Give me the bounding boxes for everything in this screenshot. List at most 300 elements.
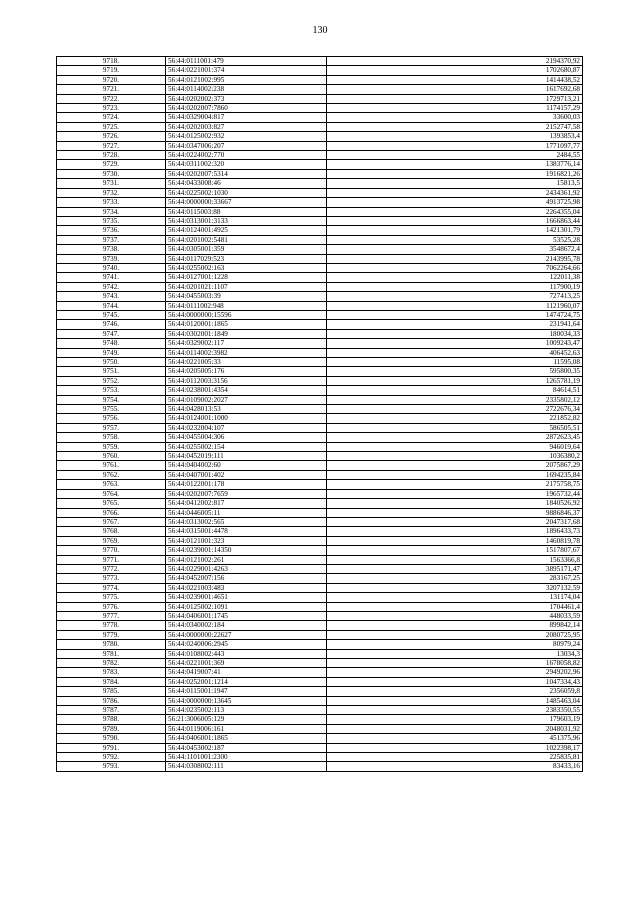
row-number-cell: 9737. [57,235,166,244]
row-number-cell: 9734. [57,207,166,216]
cadastral-number-cell: 56:44:0000000:13645 [166,696,327,705]
cadastral-value-cell: 1474724,75 [327,310,583,319]
row-number-cell: 9756. [57,414,166,423]
table-row [57,226,583,235]
cadastral-number-cell: 56:44:0302001:1849 [166,329,327,338]
row-number-cell: 9781. [57,649,166,658]
cadastral-value-cell: 1121960,07 [327,301,583,310]
table-row [57,743,583,752]
table-row [57,245,583,254]
cadastral-value-cell: 1022398,17 [327,743,583,752]
cadastral-number-cell: 56:44:0406001:1745 [166,611,327,620]
cadastral-value-cell: 1666863,44 [327,216,583,225]
table-row [57,141,583,150]
table-row [57,762,583,771]
cadastral-number-cell: 56:44:0000000:15596 [166,310,327,319]
table-row [57,555,583,564]
cadastral-number-cell: 56:44:0229001:4263 [166,564,327,573]
cadastral-number-cell: 56:44:0313001:3133 [166,216,327,225]
cadastral-number-cell: 56:44:0412002:817 [166,499,327,508]
row-number-cell: 9755. [57,405,166,414]
cadastral-number-cell: 56:44:0114002:238 [166,85,327,94]
table-row [57,452,583,461]
table-row [57,753,583,762]
cadastral-value-cell: 1393853,4 [327,132,583,141]
table-row [57,188,583,197]
table-row [57,292,583,301]
row-number-cell: 9792. [57,753,166,762]
table-row [57,301,583,310]
table-row [57,376,583,385]
table-row [57,621,583,630]
cadastral-number-cell: 56:44:0311002:320 [166,160,327,169]
row-number-cell: 9768. [57,527,166,536]
cadastral-value-cell: 9886846,37 [327,508,583,517]
table-row [57,57,583,66]
cadastral-number-cell: 56:44:0240006:2945 [166,640,327,649]
cadastral-number-cell: 56:44:0452019:111 [166,452,327,461]
cadastral-number-cell: 56:44:0124001:1000 [166,414,327,423]
cadastral-value-cell: 53525,28 [327,235,583,244]
table-row [57,329,583,338]
cadastral-value-cell: 2194370,92 [327,57,583,66]
table-row [57,395,583,404]
cadastral-value-cell: 83433,16 [327,762,583,771]
cadastral-number-cell: 56:44:0111001:479 [166,57,327,66]
row-number-cell: 9729. [57,160,166,169]
row-number-cell: 9725. [57,122,166,131]
cadastral-number-cell: 56:44:0121002:995 [166,75,327,84]
cadastral-value-cell: 7062264,66 [327,263,583,272]
cadastral-value-cell: 1771097,77 [327,141,583,150]
cadastral-value-cell: 2434361,92 [327,188,583,197]
row-number-cell: 9720. [57,75,166,84]
cadastral-number-cell: 56:44:0221003:483 [166,583,327,592]
row-number-cell: 9769. [57,536,166,545]
table-row [57,536,583,545]
table-row [57,358,583,367]
cadastral-value-cell: 946019,64 [327,442,583,451]
table-row [57,273,583,282]
row-number-cell: 9770. [57,546,166,555]
cadastral-number-cell: 56:44:0202007:7860 [166,104,327,113]
table-row [57,207,583,216]
table-row [57,113,583,122]
row-number-cell: 9761. [57,461,166,470]
cadastral-number-cell: 56:44:0239001:4651 [166,593,327,602]
row-number-cell: 9730. [57,169,166,178]
cadastral-value-cell: 2949202,96 [327,668,583,677]
cadastral-value-cell: 2335802,12 [327,395,583,404]
table-row [57,423,583,432]
table-row [57,66,583,75]
cadastral-value-cell: 33600,03 [327,113,583,122]
row-number-cell: 9778. [57,621,166,630]
cadastral-value-cell: 1383776,14 [327,160,583,169]
cadastral-value-cell: 899842,14 [327,621,583,630]
cadastral-value-cell: 2722676,34 [327,405,583,414]
table-row [57,216,583,225]
cadastral-number-cell: 56:44:0221001:374 [166,66,327,75]
row-number-cell: 9762. [57,470,166,479]
row-number-cell: 9763. [57,480,166,489]
cadastral-number-cell: 56:44:0238001:4354 [166,386,327,395]
cadastral-value-cell: 1414438,52 [327,75,583,84]
cadastral-number-cell: 56:44:0112003:3156 [166,376,327,385]
table-row [57,104,583,113]
cadastral-number-cell: 56:44:0125002:932 [166,132,327,141]
cadastral-value-cell: 1704461,4 [327,602,583,611]
table-row [57,611,583,620]
cadastral-value-cell: 2872623,45 [327,433,583,442]
cadastral-number-cell: 56:44:0125002:1091 [166,602,327,611]
cadastral-number-cell: 56:44:0446005:11 [166,508,327,517]
cadastral-number-cell: 56:44:0340002:184 [166,621,327,630]
cadastral-value-cell: 2356059,8 [327,687,583,696]
row-number-cell: 9742. [57,282,166,291]
cadastral-number-cell: 56:44:0120001:1865 [166,320,327,329]
cadastral-number-cell: 56:44:0225002:1030 [166,188,327,197]
cadastral-value-cell: 11595,08 [327,358,583,367]
table-row [57,179,583,188]
cadastral-number-cell: 56:44:0202002:373 [166,94,327,103]
cadastral-number-cell: 56:44:0205005:176 [166,367,327,376]
cadastral-number-cell: 56:21:3006005:129 [166,715,327,724]
table-body [57,57,583,772]
row-number-cell: 9791. [57,743,166,752]
cadastral-number-cell: 56:44:0115001:1947 [166,687,327,696]
cadastral-value-table [56,56,583,772]
cadastral-number-cell: 56:44:0305001:359 [166,245,327,254]
table-row [57,687,583,696]
table-row [57,706,583,715]
row-number-cell: 9748. [57,339,166,348]
table-row [57,310,583,319]
row-number-cell: 9726. [57,132,166,141]
cadastral-value-cell: 1036380,2 [327,452,583,461]
table-row [57,320,583,329]
table-row [57,386,583,395]
table-row [57,640,583,649]
row-number-cell: 9744. [57,301,166,310]
table-row [57,715,583,724]
cadastral-value-cell: 586505,51 [327,423,583,432]
cadastral-value-cell: 2143995,78 [327,254,583,263]
table-row [57,367,583,376]
table-row [57,348,583,357]
cadastral-value-cell: 1896433,73 [327,527,583,536]
cadastral-value-cell: 2264355,04 [327,207,583,216]
cadastral-value-cell: 225835,81 [327,753,583,762]
cadastral-number-cell: 56:44:0127001:1228 [166,273,327,282]
row-number-cell: 9749. [57,348,166,357]
cadastral-value-cell: 1421301,79 [327,226,583,235]
cadastral-number-cell: 56:44:0202007:7659 [166,489,327,498]
cadastral-number-cell: 56:44:0232004:107 [166,423,327,432]
row-number-cell: 9757. [57,423,166,432]
table-row [57,508,583,517]
row-number-cell: 9784. [57,677,166,686]
row-number-cell: 9787. [57,706,166,715]
row-number-cell: 9767. [57,517,166,526]
row-number-cell: 9771. [57,555,166,564]
row-number-cell: 9719. [57,66,166,75]
table-row [57,198,583,207]
row-number-cell: 9777. [57,611,166,620]
cadastral-value-cell: 2075867,29 [327,461,583,470]
cadastral-number-cell: 56:44:0404002:60 [166,461,327,470]
row-number-cell: 9764. [57,489,166,498]
cadastral-number-cell: 56:44:0255002:154 [166,442,327,451]
cadastral-value-cell: 13034,3 [327,649,583,658]
cadastral-value-cell: 1840526,92 [327,499,583,508]
cadastral-value-cell: 1517807,67 [327,546,583,555]
row-number-cell: 9775. [57,593,166,602]
row-number-cell: 9722. [57,94,166,103]
table-row [57,489,583,498]
cadastral-value-cell: 221852,82 [327,414,583,423]
cadastral-value-cell: 117900,19 [327,282,583,291]
row-number-cell: 9752. [57,376,166,385]
cadastral-value-cell: 2175758,75 [327,480,583,489]
row-number-cell: 9793. [57,762,166,771]
cadastral-number-cell: 56:44:0455004:306 [166,433,327,442]
row-number-cell: 9766. [57,508,166,517]
row-number-cell: 9739. [57,254,166,263]
cadastral-number-cell: 56:44:0329002:117 [166,339,327,348]
row-number-cell: 9718. [57,57,166,66]
cadastral-value-cell: 1174157,29 [327,104,583,113]
cadastral-number-cell: 56:44:0000000:22627 [166,630,327,639]
table-row [57,235,583,244]
table-row [57,442,583,451]
table-row [57,160,583,169]
table-row [57,85,583,94]
table-row [57,593,583,602]
cadastral-value-cell: 1009243,47 [327,339,583,348]
cadastral-value-cell: 1265781,19 [327,376,583,385]
table-row [57,574,583,583]
row-number-cell: 9783. [57,668,166,677]
cadastral-number-cell: 56:44:0117029:523 [166,254,327,263]
row-number-cell: 9765. [57,499,166,508]
cadastral-number-cell: 56:44:0407001:402 [166,470,327,479]
cadastral-number-cell: 56:44:0201021:1107 [166,282,327,291]
table-row [57,649,583,658]
cadastral-number-cell: 56:44:0255002:163 [166,263,327,272]
cadastral-value-cell: 3548672,4 [327,245,583,254]
row-number-cell: 9788. [57,715,166,724]
cadastral-number-cell: 56:44:0239001:14350 [166,546,327,555]
cadastral-number-cell: 56:44:0122001:178 [166,480,327,489]
cadastral-value-cell: 3895171,47 [327,564,583,573]
row-number-cell: 9751. [57,367,166,376]
table-row [57,263,583,272]
cadastral-number-cell: 56:44:0124001:4925 [166,226,327,235]
table-row [57,254,583,263]
cadastral-value-cell: 131174,04 [327,593,583,602]
table-row [57,517,583,526]
row-number-cell: 9721. [57,85,166,94]
cadastral-value-cell: 1485463,04 [327,696,583,705]
cadastral-value-cell: 2152747,58 [327,122,583,131]
cadastral-value-cell: 231941,64 [327,320,583,329]
cadastral-value-cell: 2383350,55 [327,706,583,715]
row-number-cell: 9728. [57,151,166,160]
cadastral-value-cell: 15813,5 [327,179,583,188]
cadastral-number-cell: 56:44:0202007:5314 [166,169,327,178]
cadastral-value-cell: 451375,96 [327,734,583,743]
cadastral-number-cell: 56:44:0406001:1865 [166,734,327,743]
row-number-cell: 9779. [57,630,166,639]
row-number-cell: 9776. [57,602,166,611]
cadastral-number-cell: 56:44:0453002:187 [166,743,327,752]
cadastral-number-cell: 56:44:0313002:565 [166,517,327,526]
row-number-cell: 9758. [57,433,166,442]
cadastral-value-cell: 3207132,59 [327,583,583,592]
cadastral-number-cell: 56:44:0308002:111 [166,762,327,771]
table-row [57,499,583,508]
cadastral-number-cell: 56:44:0455003:39 [166,292,327,301]
cadastral-value-cell: 727413,25 [327,292,583,301]
table-row [57,169,583,178]
cadastral-number-cell: 56:44:0109002:2027 [166,395,327,404]
table-row [57,696,583,705]
cadastral-number-cell: 56:44:0115003:88 [166,207,327,216]
cadastral-number-cell: 56:44:0108002:443 [166,649,327,658]
row-number-cell: 9741. [57,273,166,282]
cadastral-number-cell: 56:44:0315001:4478 [166,527,327,536]
row-number-cell: 9745. [57,310,166,319]
table-row [57,94,583,103]
cadastral-value-cell: 1047334,43 [327,677,583,686]
cadastral-number-cell: 56:44:0221001:369 [166,659,327,668]
table-row [57,282,583,291]
row-number-cell: 9773. [57,574,166,583]
cadastral-number-cell: 56:44:0419007:41 [166,668,327,677]
cadastral-number-cell: 56:44:0452007:156 [166,574,327,583]
cadastral-value-cell: 1965732,44 [327,489,583,498]
cadastral-value-cell: 1617692,68 [327,85,583,94]
table-row [57,480,583,489]
row-number-cell: 9736. [57,226,166,235]
table-row [57,75,583,84]
row-number-cell: 9746. [57,320,166,329]
row-number-cell: 9760. [57,452,166,461]
row-number-cell: 9733. [57,198,166,207]
cadastral-number-cell: 56:44:0221005:33 [166,358,327,367]
table-row [57,527,583,536]
cadastral-value-cell: 4913725,98 [327,198,583,207]
cadastral-number-cell: 56:44:0121002:261 [166,555,327,564]
page-number: 130 [312,25,328,36]
cadastral-number-cell: 56:44:0235002:113 [166,706,327,715]
row-number-cell: 9747. [57,329,166,338]
cadastral-value-cell: 406452,63 [327,348,583,357]
row-number-cell: 9732. [57,188,166,197]
cadastral-value-cell: 595800,35 [327,367,583,376]
row-number-cell: 9753. [57,386,166,395]
table-row [57,630,583,639]
row-number-cell: 9723. [57,104,166,113]
row-number-cell: 9790. [57,734,166,743]
table-row [57,461,583,470]
row-number-cell: 9789. [57,724,166,733]
table-row [57,339,583,348]
table-row [57,602,583,611]
cadastral-number-cell: 56:44:0121001:323 [166,536,327,545]
cadastral-value-cell: 1916821,26 [327,169,583,178]
table-row [57,132,583,141]
table-row [57,546,583,555]
row-number-cell: 9740. [57,263,166,272]
cadastral-number-cell: 56:44:0202003:827 [166,122,327,131]
table-row [57,414,583,423]
table-row [57,734,583,743]
cadastral-number-cell: 56:44:0201002:5481 [166,235,327,244]
row-number-cell: 9743. [57,292,166,301]
row-number-cell: 9724. [57,113,166,122]
row-number-cell: 9772. [57,564,166,573]
row-number-cell: 9785. [57,687,166,696]
cadastral-number-cell: 56:44:0329004:817 [166,113,327,122]
cadastral-value-cell: 2484,55 [327,151,583,160]
cadastral-number-cell: 56:44:0428013:53 [166,405,327,414]
cadastral-value-cell: 1460819,78 [327,536,583,545]
table-row [57,564,583,573]
table-row [57,405,583,414]
table-row [57,677,583,686]
cadastral-number-cell: 56:44:0252001:1214 [166,677,327,686]
row-number-cell: 9731. [57,179,166,188]
row-number-cell: 9782. [57,659,166,668]
cadastral-number-cell: 56:44:0111002:948 [166,301,327,310]
table-row [57,122,583,131]
cadastral-value-cell: 1729713,21 [327,94,583,103]
cadastral-value-cell: 1563366,8 [327,555,583,564]
table-row [57,583,583,592]
row-number-cell: 9759. [57,442,166,451]
cadastral-value-cell: 283167,25 [327,574,583,583]
cadastral-value-cell: 2048031,92 [327,724,583,733]
cadastral-number-cell: 56:44:0224002:770 [166,151,327,160]
cadastral-number-cell: 56:44:1101001:2300 [166,753,327,762]
table-row [57,659,583,668]
cadastral-value-cell: 2080725,95 [327,630,583,639]
cadastral-value-cell: 179603,19 [327,715,583,724]
cadastral-number-cell: 56:44:0114002:3982 [166,348,327,357]
table-row [57,433,583,442]
cadastral-value-cell: 80979,24 [327,640,583,649]
cadastral-value-cell: 2047317,68 [327,517,583,526]
row-number-cell: 9774. [57,583,166,592]
table-row [57,724,583,733]
cadastral-value-cell: 122011,38 [327,273,583,282]
cadastral-value-cell: 1694235,84 [327,470,583,479]
table-row [57,470,583,479]
cadastral-number-cell: 56:44:0433008:46 [166,179,327,188]
table-row [57,151,583,160]
row-number-cell: 9738. [57,245,166,254]
cadastral-value-cell: 180034,33 [327,329,583,338]
cadastral-number-cell: 56:44:0000000:33667 [166,198,327,207]
cadastral-value-cell: 84614,51 [327,386,583,395]
cadastral-value-cell: 1702680,87 [327,66,583,75]
row-number-cell: 9786. [57,696,166,705]
row-number-cell: 9754. [57,395,166,404]
row-number-cell: 9780. [57,640,166,649]
table-row [57,668,583,677]
